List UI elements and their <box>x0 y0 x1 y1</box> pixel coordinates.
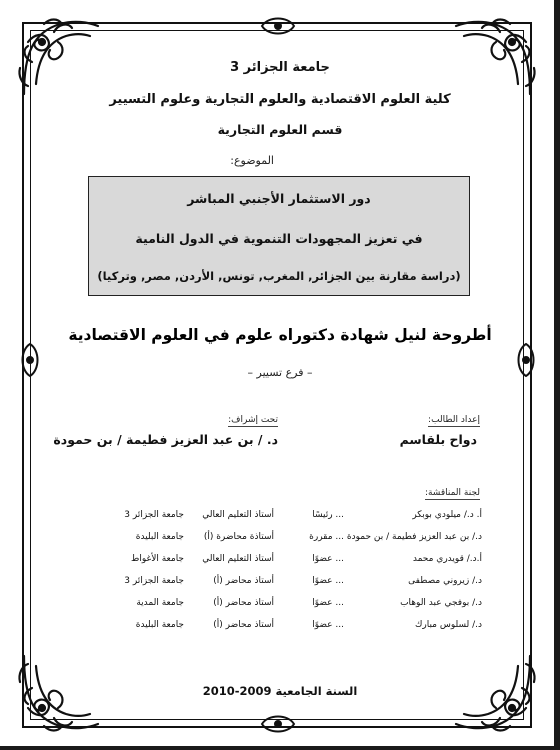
jury-member-role: ... رئيسًا <box>312 510 344 520</box>
student-name: دواح بلقاسم <box>399 432 477 447</box>
jury-member-name: د./ بن عبد العزيز فطيمة / بن حمودة <box>346 532 482 542</box>
university-name: جامعة الجزائر 3 <box>230 60 330 75</box>
jury-member-university: جامعة الجزائر 3 <box>124 510 184 520</box>
jury-member-name: د./ بوفجي عبد الوهاب <box>400 598 482 608</box>
jury-member-role: ... عضوًا <box>312 576 344 586</box>
jury-member-role: ... عضوًا <box>312 620 344 630</box>
jury-row <box>80 572 482 594</box>
jury-member-name: أ.د./ قويدري محمد <box>412 554 482 564</box>
jury-member-university: جامعة الجزائر 3 <box>124 576 184 586</box>
jury-member-university: جامعة المدية <box>136 598 184 608</box>
faculty-name: كلية العلوم الاقتصادية والعلوم التجارية وعلوم التسيير <box>109 92 451 107</box>
jury-member-rank: أستاذ محاضر (أ) <box>213 598 274 608</box>
jury-row <box>80 616 482 638</box>
jury-member-rank: أستاذ محاضر (أ) <box>213 620 274 630</box>
jury-row <box>80 506 482 528</box>
jury-member-rank: أستاذ التعليم العالي <box>202 510 274 520</box>
academic-year: السنة الجامعية 2009-2010 <box>202 684 358 698</box>
jury-row <box>80 528 482 550</box>
jury-member-role: ... عضوًا <box>312 554 344 564</box>
subject-label: الموضوع: <box>230 154 274 167</box>
jury-member-university: جامعة الأغواط <box>131 554 184 564</box>
title-line-2: في تعزيز المجهودات التنموية في الدول النامية <box>135 231 423 246</box>
side-ornament-icon <box>10 340 50 380</box>
title-line-3: (دراسة مقارنة بين الجزائر, المغرب, تونس, الأردن, مصر, وتركيا) <box>97 269 461 283</box>
student-label: إعداد الطالب: <box>428 415 480 425</box>
jury-member-rank: أستاذ محاضر (أ) <box>213 576 274 586</box>
jury-member-university: جامعة البليدة <box>135 620 184 630</box>
jury-row <box>80 550 482 572</box>
top-ornament-icon <box>258 6 298 46</box>
jury-member-role: ... عضوًا <box>312 598 344 608</box>
thesis-title-box <box>88 176 470 296</box>
jury-member-rank: أستاذ التعليم العالي <box>202 554 274 564</box>
corner-ornament-icon <box>448 12 540 104</box>
thesis-branch: – فرع تسيير – <box>247 366 313 379</box>
jury-table <box>80 506 482 638</box>
jury-label: لجنة المناقشة: <box>424 488 480 498</box>
department-name: قسم العلوم التجارية <box>217 122 343 137</box>
jury-member-name: د./ زيروني مصطفى <box>408 576 482 586</box>
bottom-ornament-icon <box>258 704 298 744</box>
supervisor-label: تحت إشراف: <box>228 415 278 425</box>
jury-member-name: د./ لسلوس مبارك <box>414 620 482 630</box>
supervisor-name: د. / بن عبد العزيز فطيمة / بن حمودة <box>53 432 278 447</box>
jury-member-name: أ. د./ ميلودي بوبكر <box>412 510 482 520</box>
thesis-degree: أطروحة لنيل شهادة دكتوراه علوم في العلوم الاقتصادية <box>68 326 492 344</box>
title-line-1: دور الاستثمار الأجنبي المباشر <box>187 191 371 206</box>
jury-row <box>80 594 482 616</box>
page-edge <box>0 746 560 750</box>
jury-member-rank: أستاذة محاضرة (أ) <box>203 532 274 542</box>
jury-member-role: ... مقررة <box>309 532 344 542</box>
jury-member-university: جامعة البليدة <box>135 532 184 542</box>
side-ornament-icon <box>506 340 546 380</box>
page-edge <box>554 0 560 750</box>
corner-ornament-icon <box>14 12 106 104</box>
